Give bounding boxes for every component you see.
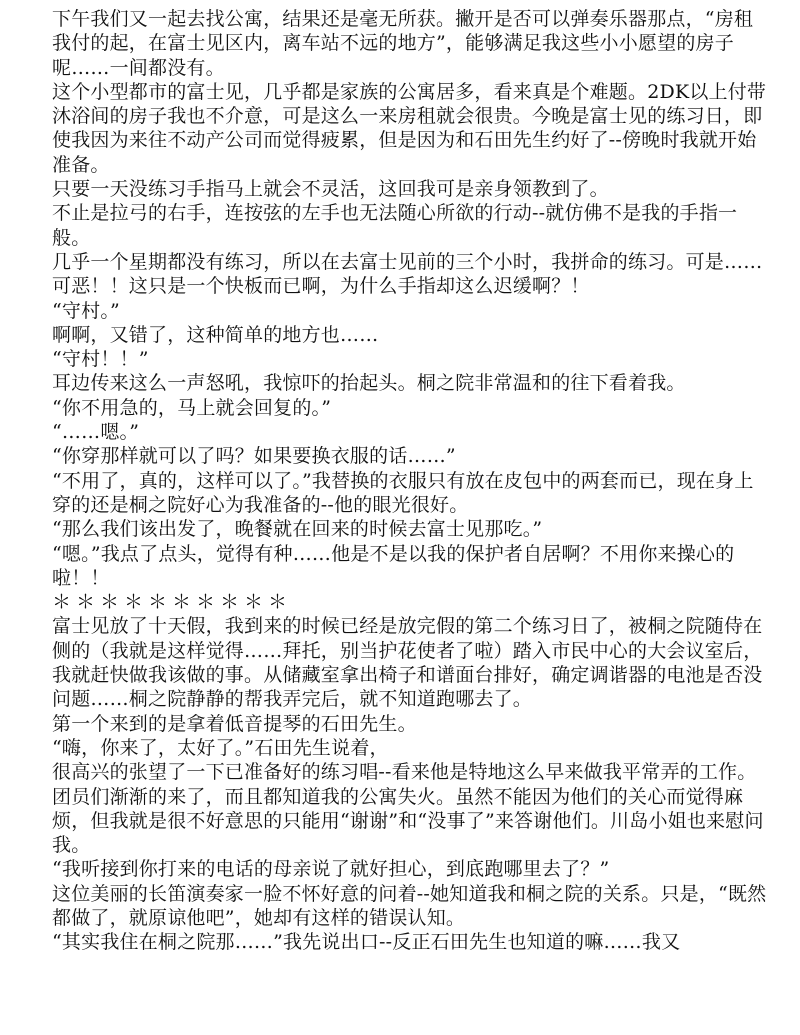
- dialogue-line: “你穿那样就可以了吗？如果要换衣服的话……”: [52, 445, 456, 468]
- dialogue-line: “……嗯。”: [52, 421, 140, 444]
- paragraph-3: 只要一天没练习手指马上就会不灵活，这回我可是亲身领教到了。: [52, 178, 609, 201]
- paragraph-23: 这位美丽的长笛演奏家一脸不怀好意的问着--她知道我和桐之院的关系。只是，“既然都做了，就原谅他吧”，她却有这样的错误认知。: [52, 882, 767, 929]
- dialogue-line: “我听接到你打来的电话的母亲说了就好担心，到底跑哪里去了？”: [52, 858, 610, 881]
- paragraph-7: 啊啊，又错了，这种简单的地方也……: [52, 323, 379, 346]
- dialogue-line: “那么我们该出发了，晚餐就在回来的时候去富士见那吃。”: [52, 518, 543, 541]
- dialogue-line: “嗨，你来了，太好了。”石田先生说着，: [52, 736, 389, 759]
- paragraph-1: 下午我们又一起去找公寓，结果还是毫无所获。撇开是否可以弹奏乐器那点，“房租我付的起，在富士见区内，离车站不远的地方”，能够满足我这些小小愿望的房子呢……一间都没有。: [52, 8, 754, 79]
- paragraph-4: 不止是拉弓的右手，连按弦的左手也无法随心所欲的行动--就仿佛不是我的手指一般。: [52, 202, 738, 249]
- paragraph-17: 富士见放了十天假，我到来的时候已经是放完假的第二个练习日了，被桐之院随侍在侧的（我就是这样觉得……拜托，别当护花使者了啦）踏入市民中心的大会议室后，我就赶快做我该做的事。从储藏室拿出椅子和谱面台排好，确定调谐器的电池是否没问题……桐之院静静的帮我弄完后，就不知道跑哪去了。: [52, 615, 763, 711]
- paragraph-20: 很高兴的张望了一下已准备好的练习唱--看来他是特地这么早来做我平常弄的工作。: [52, 761, 757, 784]
- paragraph-24: “其实我住在桐之院那……”我先说出口--反正石田先生也知道的嘛……我又: [52, 931, 681, 954]
- dialogue-line: “你不用急的，马上就会回复的。”: [52, 396, 332, 419]
- paragraph-2: 这个小型都市的富士见，几乎都是家族的公寓居多，看来真是个难题。2DK以上付带沐浴间的房子我也不介意，可是这么一来房租就会很贵。今晚是富士见的练习日，即使我因为来往不动产公司而觉得疲累，但是因为和石田先生约好了--傍晚时我就开始准备。: [52, 80, 767, 176]
- paragraph-5: 几乎一个星期都没有练习，所以在去富士见前的三个小时，我拼命的练习。可是……可恶！！这只是一个快板而已啊，为什么手指却这么迟缓啊？！: [52, 250, 763, 298]
- dialogue-line: “守村！！”: [52, 348, 149, 371]
- paragraph-15: “嗯。”我点了点头，觉得有种……他是不是以我的保护者自居啊？不用你来操心的啦！！: [52, 542, 735, 589]
- paragraph-21: 团员们渐渐的来了，而且都知道我的公寓失火。虽然不能因为他们的关心而觉得麻烦，但我就是很不好意思的只能用“谢谢”和“没事了”来答谢他们。川岛小姐也来慰问我。: [52, 785, 764, 857]
- dialogue-line: “守村。”: [52, 299, 120, 322]
- section-divider: ＊＊＊＊＊＊＊＊＊＊: [52, 591, 293, 614]
- paragraph-13: “不用了，真的，这样可以了。”我替换的衣服只有放在皮包中的两套而已，现在身上穿的还是桐之院好心为我准备的--他的眼光很好。: [52, 469, 754, 516]
- paragraph-18: 第一个来到的是拿着低音提琴的石田先生。: [52, 712, 417, 735]
- paragraph-9: 耳边传来这么一声怒吼，我惊吓的抬起头。桐之院非常温和的往下看着我。: [52, 372, 686, 395]
